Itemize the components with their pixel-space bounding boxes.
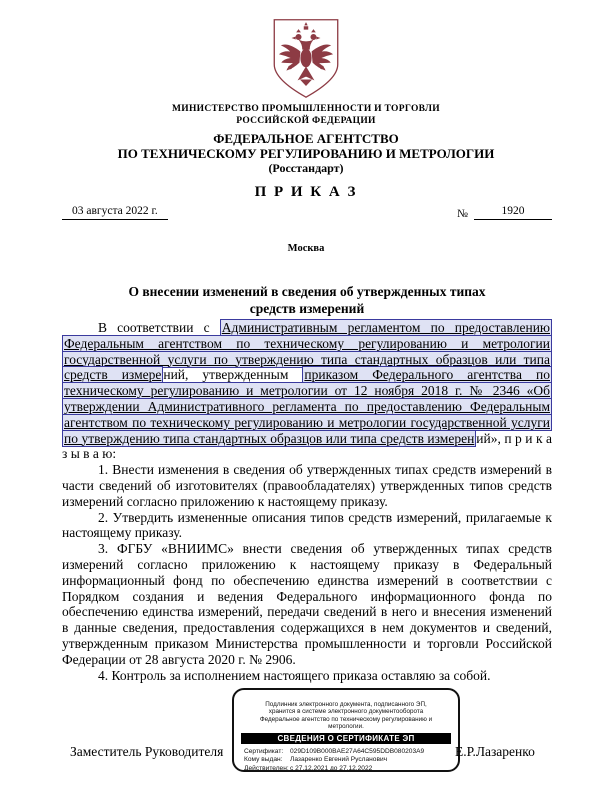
stamp-header-line1: Подлинник электронного документа, подписанного ЭП,: [265, 701, 427, 708]
ministry-line2: РОССИЙСКОЙ ФЕДЕРАЦИИ: [236, 115, 376, 126]
order-item-4: 4. Контроль за исполнением настоящего приказа оставляю за собой.: [98, 667, 491, 683]
emblem-container: [0, 16, 612, 105]
eds-certificate-stamp: [232, 688, 460, 772]
agency-name: [0, 131, 612, 161]
valid-value: с 27.12.2021 до 27.12.2022: [290, 764, 373, 772]
order-item-2: 2. Утвердить измененные описания типов средств измерений, прилагаемые к настоящему приказу.: [62, 509, 552, 541]
city-label: Москва: [287, 243, 325, 254]
order-date: 03 августа 2022 г.: [62, 205, 168, 220]
stamp-certificate-bar: СВЕДЕНИЯ О СЕРТИФИКАТЕ ЭП: [241, 733, 451, 744]
signer-name: Е.Р.Лазаренко: [455, 744, 535, 759]
link-annotation[interactable]: Административным регламентом по предоставлению Федеральным агентством по техническому регулированию и метрологии государственной услуги по утверждению типа стандартных образцов или типа средств измере: [64, 320, 550, 383]
ministry-line1: МИНИСТЕРСТВО ПРОМЫШЛЕННОСТИ И ТОРГОВЛИ: [171, 104, 440, 114]
certificate-value: 029D109B000BAE27A64C595DDB080203A9: [290, 747, 425, 755]
agency-short-name: (Росстандарт): [268, 161, 344, 175]
issued-to-value: Лазаренко Евгений Русланович: [290, 756, 388, 764]
agency-line1: ФЕДЕРАЛЬНОЕ АГЕНТСТВО: [213, 131, 399, 146]
document-type-heading: П Р И К А З: [254, 184, 358, 200]
number-sign: №: [457, 208, 468, 220]
stamp-header-line4: метрологии.: [328, 723, 364, 731]
order-number-group: [457, 205, 552, 220]
agency-line2: ПО ТЕХНИЧЕСКОМУ РЕГУЛИРОВАНИЮ И МЕТРОЛОГИИ: [117, 146, 495, 161]
title-line2: средств измерений: [249, 301, 365, 316]
stamp-row-issued-to: [244, 756, 458, 765]
title-line1: О внесении изменений в сведения об утвержденных типах: [128, 284, 486, 299]
issued-to-label: Кому выдан:: [244, 756, 283, 764]
stamp-row-valid: [244, 765, 458, 774]
order-item-1: 1. Внести изменения в сведения об утвержденных типах средств измерений в части сведений об изготовителях (правообладателях) утвержденных типов средств измерений согласно приложению к настоящему приказу.: [62, 462, 552, 509]
order-item-3: 3. ФГБУ «ВНИИМС» внести сведения об утвержденных типах средств измерений согласно приложению к настоящему приказу в Федеральный информационный фонд по обеспечению единства измерений в соответствии с Порядком создания и ведения Федерального информационного фонда по обеспечению единства измерений, передачи сведений в него и внесения изменений в данные сведения, предоставления содержащихся в нем документов и сведений, утвержденным приказом Министерства промышленности и торговли Российской Федерации от 28 августа 2020 г. № 2906.: [62, 541, 552, 667]
body-text-segment: ний, утвержденным: [163, 367, 303, 383]
signer-position: Заместитель Руководителя: [70, 744, 224, 759]
valid-label: Действителен:: [244, 764, 289, 772]
link-annotation[interactable]: приказом Федерального агентства по техническому регулированию и метрологии от 12 ноября 2018 г. № 2346 «Об утверждении Административного регламента по предоставлению Федеральным агентством по техническому регулированию и метрологии государственной услуги по утверждению типа стандартных образцов или типа средств измерен: [64, 367, 550, 446]
preamble-paragraph: [62, 320, 552, 462]
body-text-segment: В соответствии с: [98, 320, 220, 335]
stamp-row-certificate: [244, 748, 458, 757]
russian-coat-of-arms-icon: [258, 16, 354, 100]
document-title: [62, 283, 552, 317]
stamp-header-text: [234, 701, 458, 731]
body-text-segment: ий», п р и к а з ы в а ю:: [62, 430, 552, 462]
certificate-label: Сертификат:: [244, 747, 284, 755]
order-number: 1920: [474, 205, 552, 220]
ministry-name: [0, 104, 612, 127]
stamp-header-line3: Федеральное агентство по техническому регулированию и: [259, 715, 433, 723]
document-body: [62, 320, 552, 683]
stamp-certificate-details: [244, 748, 458, 774]
stamp-header-line2: хранится в системе электронного документооборота: [268, 708, 424, 716]
date-number-row: [62, 205, 552, 220]
